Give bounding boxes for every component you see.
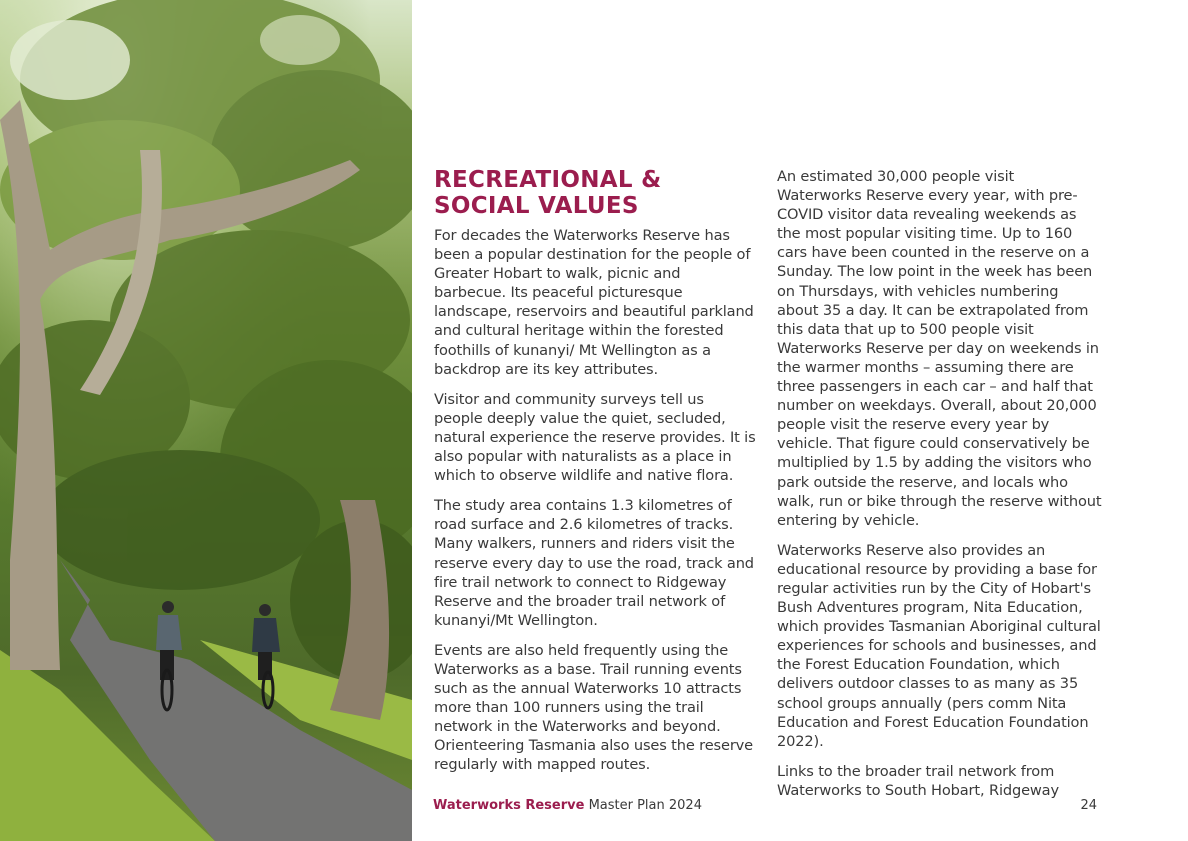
footer — [433, 798, 702, 813]
paragraph: The study area contains 1.3 kilometres of road surface and 2.6 kilometres of tracks. Many walkers, runners and riders visit the reserve every day to use the road, track and fire trail network to connect to Ridgeway Reserve and the broader trail network of kunanyi/Mt Wellington. — [434, 497, 754, 629]
cyclists-forest-road-image — [0, 0, 412, 841]
left-column — [434, 167, 756, 786]
paragraph: Events are also held frequently using the Waterworks as a base. Trail running events such as the annual Waterworks 10 attracts more than 100 runners using the trail network in the Waterworks and beyond. Orienteering Tasmania also uses the reserve regularly with mapped routes. — [434, 641, 753, 774]
paragraph: For decades the Waterworks Reserve has been a popular destination for the people of Greater Hobart to walk, picnic and barbecue. Its peaceful picturesque landscape, reservoirs and beautiful parkland and cultural heritage within the forested foothills of kunanyi/ Mt Wellington as a backdrop are its key attributes. — [434, 227, 754, 378]
footer-brand: Waterworks Reserve — [433, 798, 585, 813]
section-heading: RECREATIONAL & SOCIAL VALUES — [434, 167, 662, 219]
paragraph: Waterworks Reserve also provides an educational resource by providing a base for regular activities run by the City of Hobart's Bush Adventures program, Nita Education, which provides Tasmanian Aboriginal cultural experiences for schools and businesses, and the Forest Education Foundation, which delivers outdoor classes to as many as 35 school groups annually (pers comm Nita Education and Forest Education Foundation 2022). — [777, 541, 1101, 750]
paragraph: Links to the broader trail network from Waterworks to South Hobart, Ridgeway — [777, 762, 1059, 799]
paragraph: Visitor and community surveys tell us people deeply value the quiet, secluded, natural experience the reserve provides. It is also popular with naturalists as a place in which to observe wildlife and native flora. — [434, 390, 756, 485]
right-column — [777, 167, 1102, 811]
page-number: 24 — [1080, 798, 1097, 813]
cover-photo — [0, 0, 412, 841]
footer-title: Master Plan 2024 — [584, 798, 702, 813]
paragraph: An estimated 30,000 people visit Waterworks Reserve every year, with pre-COVID visitor data revealing weekends as the most popular visiting time. Up to 160 cars have been counted in the reserve on a Sunday. The low point in the week has been on Thursdays, with vehicles numbering about 35 a day. It can be extrapolated from this data that up to 500 people visit Waterworks Reserve per day on weekends in the warmer months – assuming there are three passengers in each car – and half that number on weekdays. Overall, about 20,000 people visit the reserve every year by vehicle. That figure could conservatively be multiplied by 1.5 by adding the visitors who park outside the reserve, and locals who walk, run or bike through the reserve without entering by vehicle. — [777, 168, 1102, 529]
